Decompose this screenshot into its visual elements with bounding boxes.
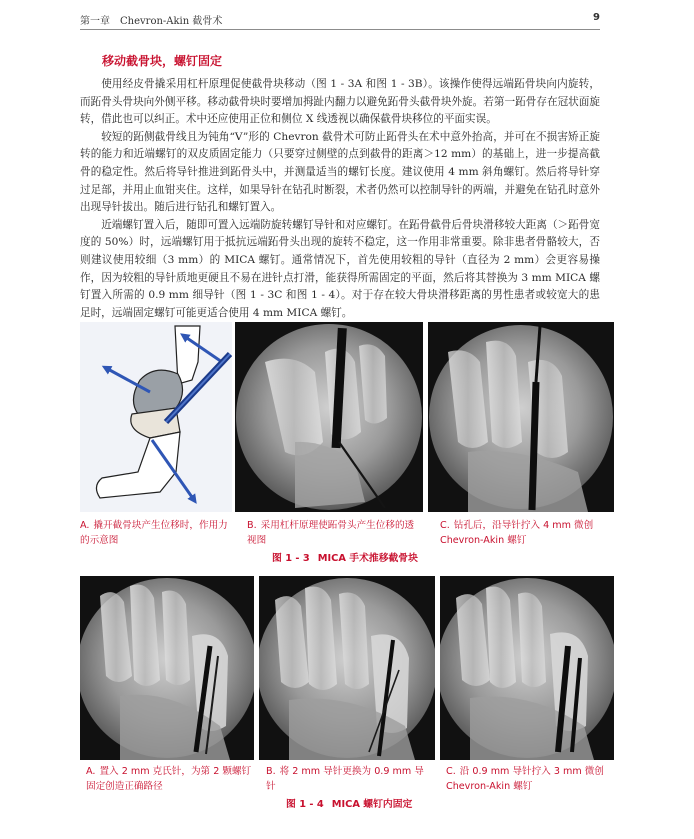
- figure-1-4-caption-c: C. 沿 0.9 mm 导针拧入 3 mm 微创 Chevron-Akin 螺钉: [446, 766, 604, 792]
- chapter-title: 第一章 Chevron-Akin 截骨术: [80, 16, 223, 27]
- body-text: [80, 76, 600, 322]
- figure-1-3-caption-b: B. 采用杠杆原理使跖骨头产生位移的透视图: [247, 520, 415, 546]
- page-number: 9: [593, 12, 600, 23]
- header-divider: [80, 29, 600, 30]
- figure-1-4-caption-b: B. 将 2 mm 导针更换为 0.9 mm 导针: [266, 766, 424, 792]
- paragraph: 使用经皮骨撬采用杠杆原理促使截骨块移动（图 1 - 3A 和图 1 - 3B）。该操作使得远端跖骨块向内旋转，而跖骨头骨块向外侧平移。移动截骨块时要增加拇趾内翻力以避免跖骨头截骨块外旋。若第一跖骨存在冠状面旋转，借此也可以纠正。术中还应使用正位和侧位 X 线透视以确保截骨块移位的平面实误。: [80, 78, 600, 126]
- fluoroscopy-mica-screw-image: [440, 576, 614, 760]
- paragraph: 较短的跖侧截骨线且为钝角“V”形的 Chevron 截骨术可防止跖骨头在术中意外抬高，并可在不损害矫正旋转的能力和近端螺钉的双皮质固定能力（只要穿过侧壁的点到截骨的距离＞12 mm）的基础上，进一步提高截骨的稳定性。然后将导针推进到跖骨头中，并测量适当的螺钉长度。建议使用 4 mm 斜角螺钉。然后将导针穿过足部，并用止血钳夹住。这样，如果导针在钻孔时断裂，术者仍然可以控制导针的两端，并避免在钻孔时意外出现导针拔出。随后进行钻孔和螺钉置入。: [80, 130, 600, 214]
- osteotomy-schematic-illustration: [80, 322, 232, 512]
- figure-1-3-panel-b: [235, 322, 423, 512]
- figure-1-4-panel-a: [80, 576, 254, 760]
- figure-1-4-caption-a: A. 置入 2 mm 克氏针，为第 2 颗螺钉固定创造正确路径: [86, 766, 252, 792]
- figure-1-3-caption-a: A. 撬开截骨块产生位移时，作用力的示意图: [80, 520, 228, 546]
- figure-1-3-caption-c: C. 钻孔后，沿导针拧入 4 mm 微创 Chevron-Akin 螺钉: [440, 520, 594, 546]
- figure-1-3-title: 图 1 - 3 MICA 手术推移截骨块: [272, 553, 418, 564]
- fluoroscopy-screw-insertion-image: [428, 322, 614, 512]
- section-heading: 移动截骨块，螺钉固定: [102, 54, 223, 68]
- figure-1-4-title: 图 1 - 4 MICA 螺钉内固定: [286, 799, 413, 810]
- fluoroscopy-kwire-image: [80, 576, 254, 760]
- figure-1-3-panel-a: [80, 322, 232, 512]
- figure-1-4-panel-c: [440, 576, 614, 760]
- paragraph: 近端螺钉置入后，随即可置入远端防旋转螺钉导针和对应螺钉。在跖骨截骨后骨块滑移较大距离（＞跖骨宽度的 50%）时，远端螺钉用于抵抗远端跖骨头出现的旋转不稳定，这一作用非常重要。除非患者骨骼较大，否则建议使用较细（3 mm）的 MICA 螺钉。通常情况下，首先使用较粗的导针（直径为 2 mm）会更容易操作，因为较粗的导针质地更硬且不易在进针点打滑，能获得所需固定的平面，然后将其替换为 3 mm MICA 螺钉置入所需的 0.9 mm 细导针（图 1 - 3C 和图 1 - 4）。对于存在较大骨块滑移距离的男性患者或较宽大的患足时，远端固定螺钉可能更适合使用 4 mm MICA 螺钉。: [80, 218, 600, 319]
- fluoroscopy-leverage-image: [235, 322, 423, 512]
- running-header: [80, 12, 600, 28]
- fluoroscopy-guidewire-swap-image: [259, 576, 435, 760]
- figure-1-3-panel-c: [428, 322, 614, 512]
- figure-1-4-panel-b: [259, 576, 435, 760]
